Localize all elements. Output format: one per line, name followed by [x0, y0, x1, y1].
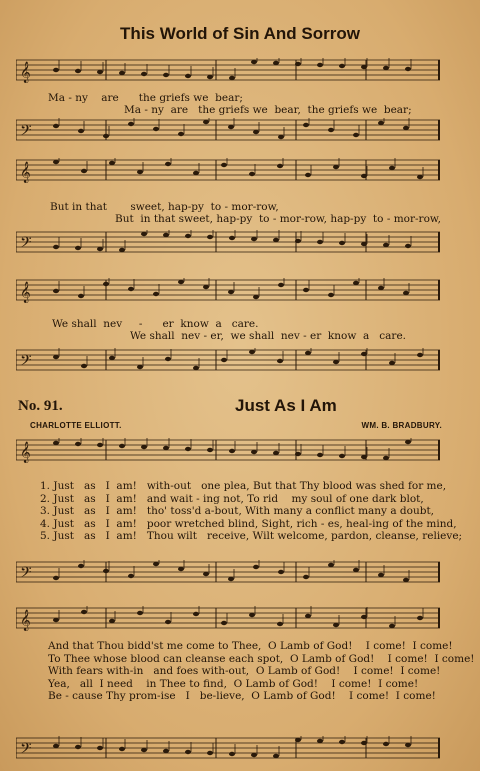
verse-line: 3. Just as I am! tho' toss'd a-bout, With many a conflict many a doubt, — [40, 505, 435, 517]
music-staff — [16, 118, 440, 142]
music-staff — [16, 736, 440, 760]
svg-text:𝄢: 𝄢 — [20, 234, 32, 255]
svg-text:𝄢: 𝄢 — [20, 352, 32, 373]
lyric-line: We shall nev - er, we shall nev - er know a care. — [130, 330, 406, 342]
music-staff — [16, 58, 440, 82]
svg-text:𝄞: 𝄞 — [20, 282, 31, 303]
music-staff — [16, 438, 440, 462]
lyric-line: But in that sweet, hap-py to - mor-row, — [50, 201, 279, 213]
music-staff — [16, 348, 440, 372]
verse-line: 5. Just as I am! Thou wilt receive, Wilt welcome, pardon, cleanse, relieve; — [40, 530, 463, 542]
music-staff — [16, 158, 440, 182]
lyric-line: Ma - ny are the griefs we bear; — [48, 92, 243, 104]
svg-text:𝄞: 𝄞 — [20, 62, 31, 83]
hymn-title: Just As I Am — [235, 396, 337, 415]
music-staff — [16, 606, 440, 630]
music-staff — [16, 560, 440, 584]
lyric-line: But in that sweet, hap-py to - mor-row, hap-py to - mor-row, — [115, 213, 441, 225]
svg-text:𝄢: 𝄢 — [20, 122, 32, 143]
verse-line: And that Thou bidd'st me come to Thee, O Lamb of God! I come! I come! — [48, 640, 453, 652]
verse-line: To Thee whose blood can cleanse each spot, O Lamb of God! I come! I come! — [48, 652, 475, 665]
music-staff — [16, 230, 440, 254]
composer-credit: WM. B. BRADBURY. — [361, 421, 442, 430]
verse-line: 4. Just as I am! poor wretched blind, Sight, rich - es, heal-ing of the mind, — [40, 517, 457, 530]
svg-text:𝄞: 𝄞 — [20, 442, 31, 463]
hymn-number: No. 91. — [18, 398, 63, 414]
verse-line: Be - cause Thy prom-ise I be-lieve, O Lamb of God! I come! I come! — [48, 690, 436, 702]
svg-text:𝄢: 𝄢 — [20, 564, 32, 585]
music-staff — [16, 278, 440, 302]
verse-line: 2. Just as I am! and wait - ing not, To rid my soul of one dark blot, — [40, 492, 424, 505]
hymn-title: This World of Sin And Sorrow — [120, 24, 360, 43]
verse-line: 1. Just as I am! with-out one plea, But that Thy blood was shed for me, — [40, 480, 447, 492]
lyric-line: We shall nev - er know a care. — [52, 318, 259, 330]
svg-text:𝄞: 𝄞 — [20, 162, 31, 183]
lyric-line: Ma - ny are the griefs we bear, the griefs we bear; — [124, 104, 412, 116]
lyricist-credit: CHARLOTTE ELLIOTT. — [30, 421, 122, 430]
verse-line: With fears with-in and foes with-out, O Lamb of God! I come! I come! — [48, 665, 441, 677]
svg-text:𝄞: 𝄞 — [20, 610, 31, 631]
svg-text:𝄢: 𝄢 — [20, 740, 32, 761]
verse-line: Yea, all I need in Thee to find, O Lamb of God! I come! I come! — [48, 677, 419, 690]
